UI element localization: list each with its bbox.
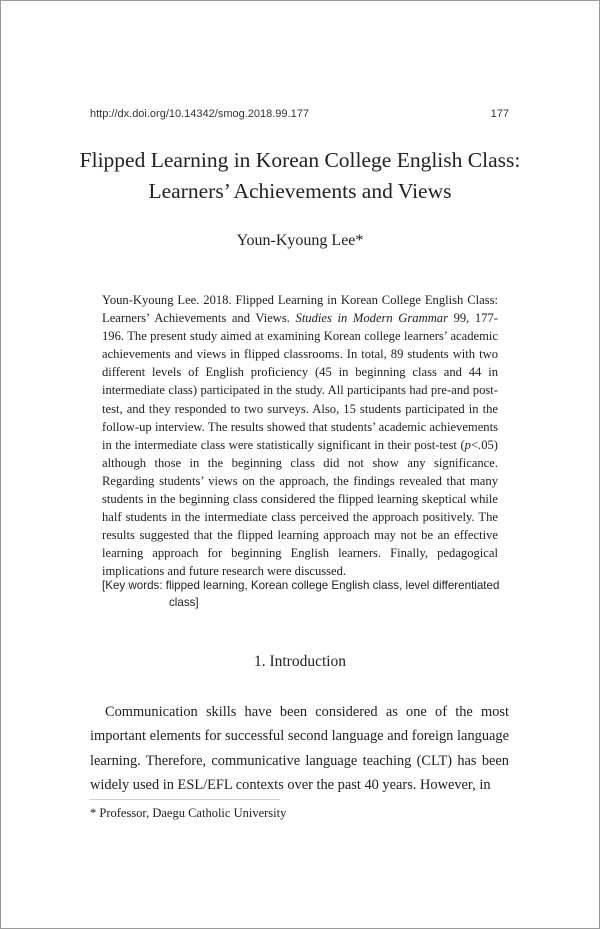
- body-text: [90, 700, 509, 797]
- citation-prefix: Youn-Kyoung Lee. 2018. Flipped Learning in Korean College English Class: Learners’ Achievements and Views.: [102, 293, 498, 326]
- journal-name: Studies in Modern Grammar: [295, 311, 448, 326]
- title-line-2: Learners’ Achievements and Views: [148, 179, 452, 203]
- title-line-1: Flipped Learning in Korean College English Class:: [79, 148, 521, 172]
- doi-link[interactable]: http://dx.doi.org/10.14342/smog.2018.99.177: [90, 108, 309, 120]
- abstract-body-end: <.05) although those in the beginning class did not show any significance. Regarding students’ views on the approach, the findings revealed that many students in the beginning class considered the flipped learning skeptical while half students in the intermediate class perceived the approach positively. The results suggested that the flipped learning approach may not be an effective learning approach for beginning English learners. Finally, pedagogical implications and future research were discussed.: [102, 437, 498, 579]
- keywords-line-2: class]: [169, 596, 199, 609]
- footnote: * Professor, Daegu Catholic University: [90, 806, 287, 820]
- section-heading: 1. Introduction: [253, 653, 347, 670]
- author-name: Youn-Kyoung Lee*: [236, 232, 364, 249]
- keywords: [102, 577, 502, 611]
- abstract-paragraph: [102, 291, 498, 581]
- page-number: 177: [490, 108, 509, 120]
- paper-title: [60, 145, 540, 207]
- citation-suffix: 99, 177-196.: [102, 311, 498, 344]
- abstract: [102, 291, 498, 581]
- abstract-body-start: The present study aimed at examining Korean college learners’ academic achievements and views in flipped classrooms. In total, 89 students with two different levels of English proficiency (45 in beginning class and 44 in intermediate class) participated in the study. All participants had pre-and post-test, and they responded to two surveys. Also, 15 students participated in the follow-up interview. The results showed that students’ academic achievements in the intermediate class were statistically significant in their post-test (: [102, 329, 498, 452]
- keywords-line-1: [Key words: flipped learning, Korean college English class, level differentiated: [102, 579, 500, 592]
- intro-paragraph: Communication skills have been considered as one of the most important elements for successful second language and foreign language learning. Therefore, communicative language teaching (CLT) has been widely used in ESL/EFL contexts over the past 40 years. However, in: [90, 704, 509, 793]
- p-value-symbol: p: [464, 437, 471, 452]
- footnote-divider: [90, 799, 280, 800]
